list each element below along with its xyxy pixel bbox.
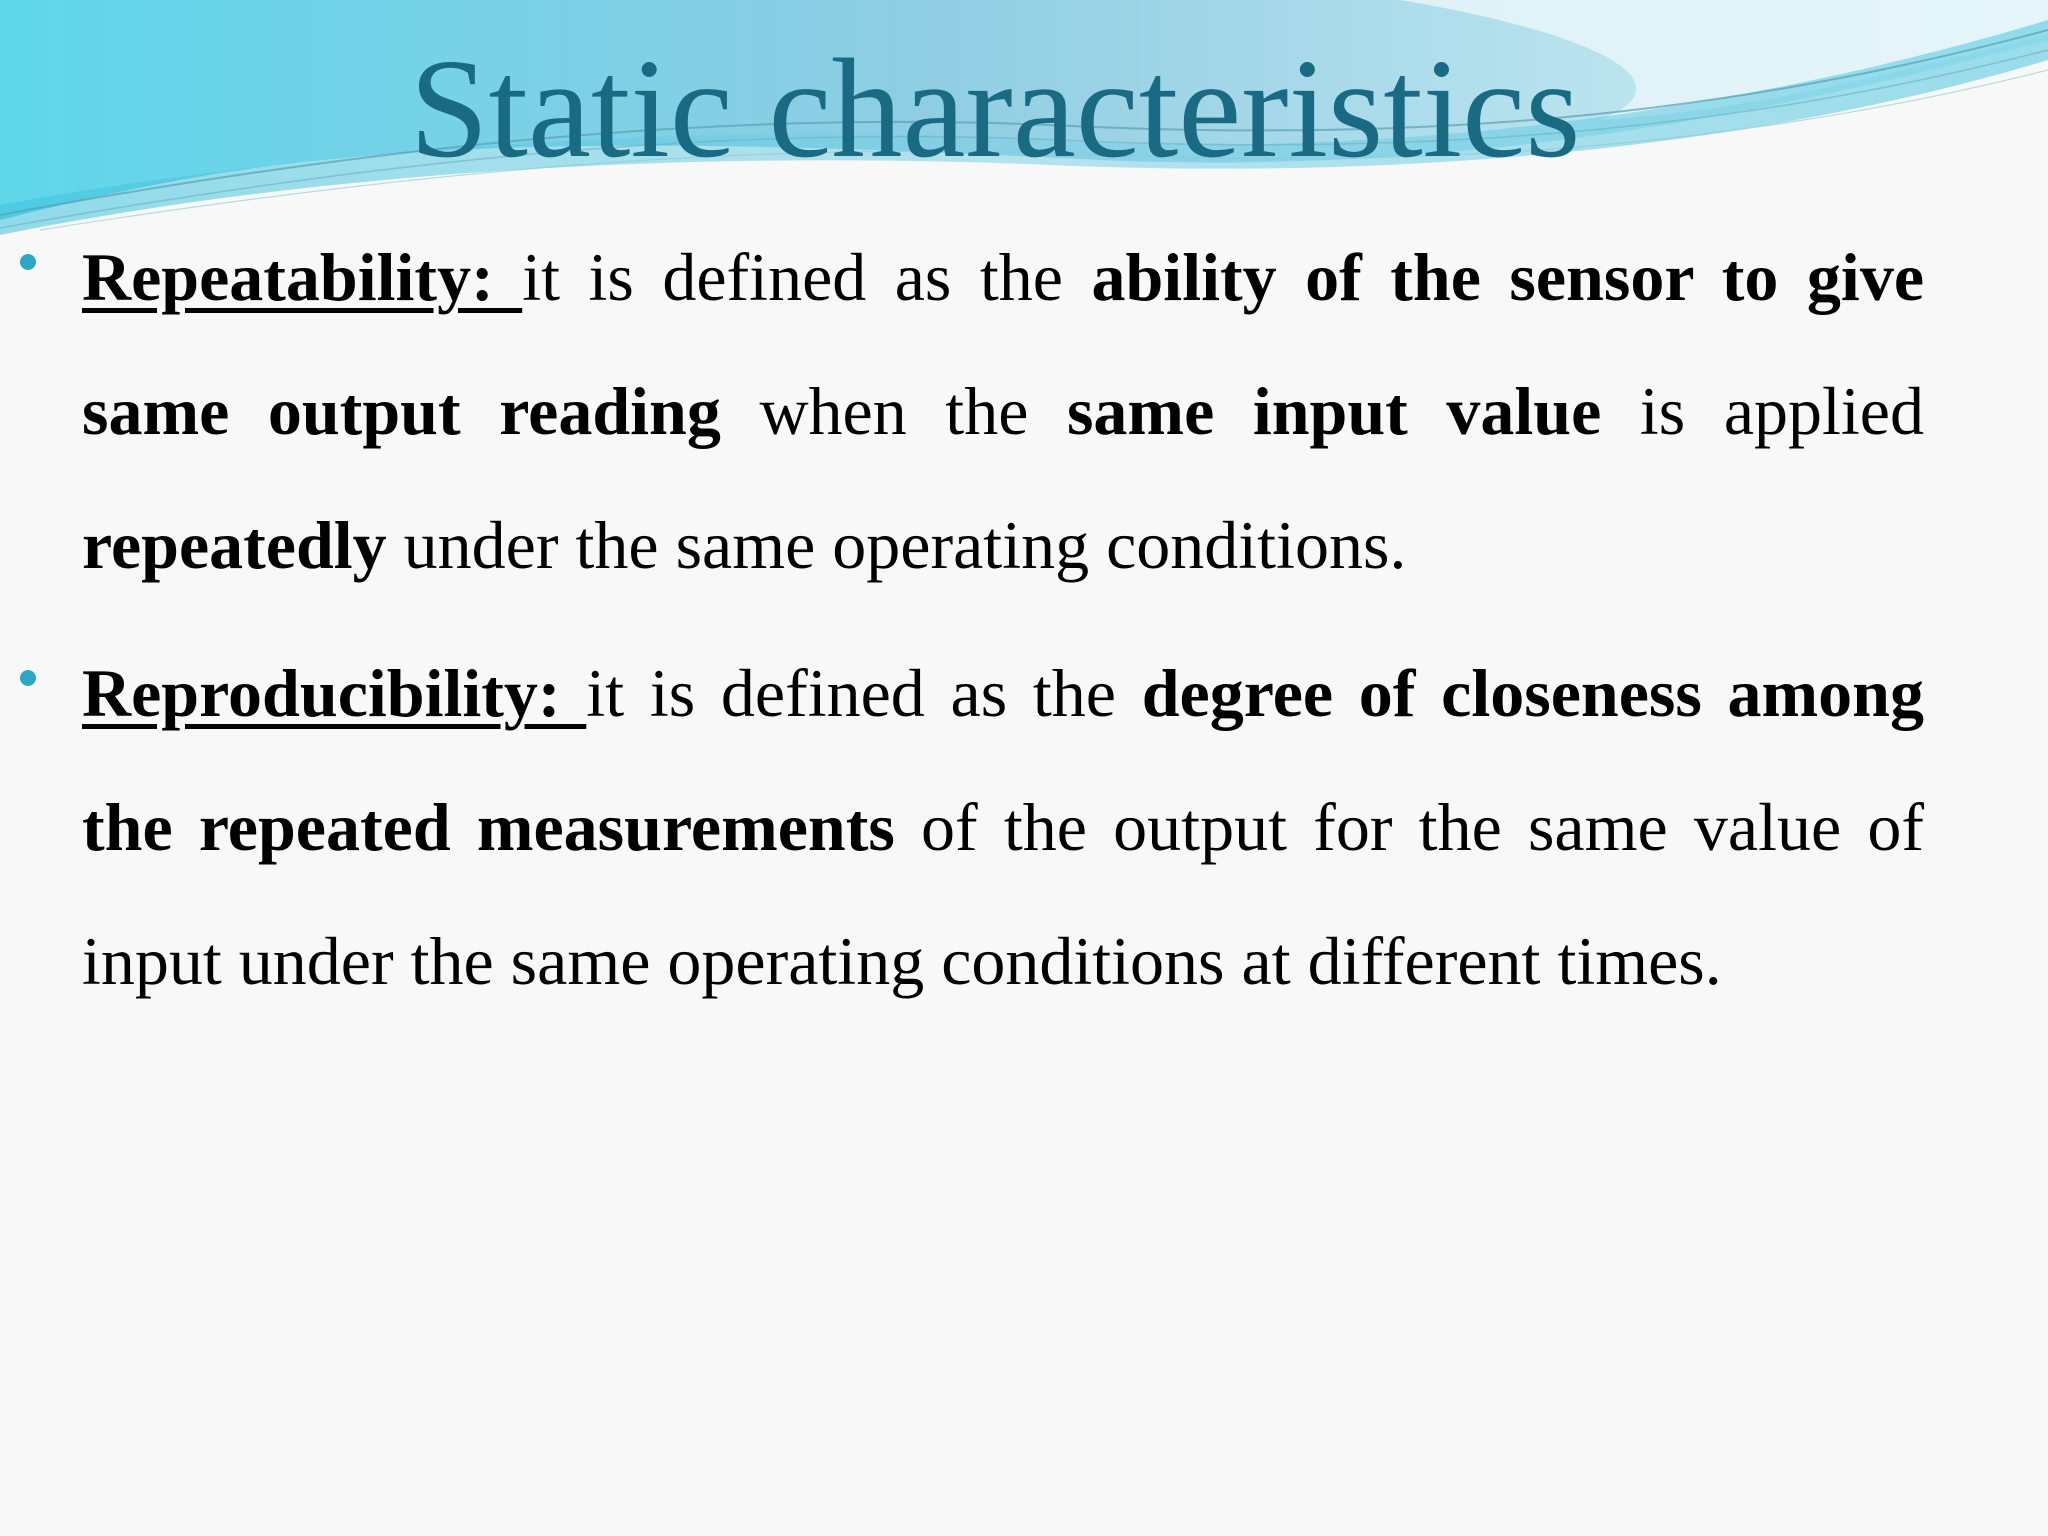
definition-text: it is defined as the [586,655,1142,731]
slide-title: Static characteristics [409,29,1581,187]
bullet-text [82,210,1924,612]
bullet-text [82,626,1924,1028]
emphasis-text: ability of the sensor to give same output reading [82,239,1925,449]
definition-text: when the [720,373,1067,449]
term-label: Reproducibility: [82,655,587,731]
emphasis-text: repeatedly [82,507,387,583]
definition-text: it is defined as the [522,239,1092,315]
emphasis-text: same input value [1066,373,1602,449]
definition-text: under the same operating conditions. [386,507,1407,583]
bullet-dot-icon [20,670,36,686]
definition-text: of the output for the same value of input under the same operating conditions at different times. [82,789,1924,999]
bullet-dot-icon [20,254,36,270]
term-label: Repeatability: [82,239,523,315]
emphasis-text: degree of closeness among the repeated measurements [82,655,1925,865]
definition-text: is applied [1601,373,1924,449]
